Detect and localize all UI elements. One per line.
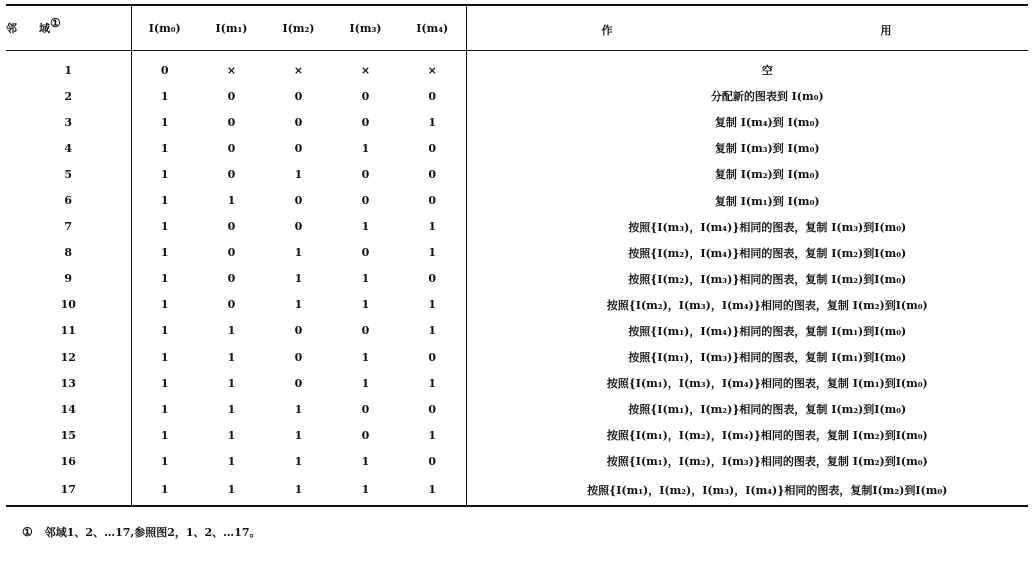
cell-m2: 0	[294, 350, 303, 364]
table-row	[6, 448, 1028, 474]
cell-region: 2	[64, 89, 73, 103]
cell-m3: 1	[361, 454, 370, 468]
cell-m1: 0	[227, 141, 236, 155]
footnote-text: 邻域1、2、…17,参照图2，1、2、…17。	[44, 526, 261, 539]
cell-m2: 1	[294, 428, 303, 442]
cell-m0: 1	[131, 448, 198, 474]
cell-m1: 1	[227, 194, 236, 208]
table-row	[6, 266, 1028, 292]
cell-m1: 1	[198, 475, 265, 506]
cell-m2: 1	[294, 298, 303, 312]
cell-m3: 1	[332, 475, 399, 506]
table-body	[6, 51, 1028, 506]
cell-m0: 1	[131, 161, 198, 187]
cell-m1: 0	[227, 220, 236, 234]
cell-m1: 0	[227, 89, 236, 103]
cell-action: 复制 I(m₂)到 I(m₀)	[466, 161, 1028, 187]
header-m0: I(m₀)	[131, 5, 198, 51]
cell-m1: 0	[227, 246, 236, 260]
cell-m4: 1	[428, 246, 437, 260]
cell-region: 13	[60, 376, 76, 390]
cell-m2: 0	[294, 194, 303, 208]
cell-m0: 1	[131, 135, 198, 161]
cell-m3: 1	[361, 298, 370, 312]
cell-m0: 1	[131, 266, 198, 292]
cell-m2: 0	[294, 220, 303, 234]
cell-m2: 0	[294, 141, 303, 155]
footnote	[22, 524, 260, 540]
cell-m4: 0	[428, 272, 437, 286]
cell-m4: 0	[428, 89, 437, 103]
cell-m3: ×	[360, 63, 371, 77]
cell-m1: 1	[227, 402, 236, 416]
cell-m0: 0	[131, 51, 198, 84]
cell-m3: 0	[361, 402, 370, 416]
cell-m2: 0	[294, 376, 303, 390]
cell-action: 按照{I(m₁)，I(m₄)}相同的图表，复制 I(m₁)到I(m₀)	[466, 318, 1028, 344]
cell-m1: 0	[227, 272, 236, 286]
table-row	[6, 292, 1028, 318]
cell-region: 16	[60, 454, 76, 468]
cell-m1: 1	[227, 350, 236, 364]
cell-m3: 0	[361, 89, 370, 103]
header-region-label: 邻 域	[6, 22, 50, 35]
cell-region: 5	[64, 167, 73, 181]
cell-m2: 1	[294, 454, 303, 468]
cell-m0: 1	[131, 370, 198, 396]
cell-region: 3	[64, 115, 73, 129]
cell-m1: 1	[227, 454, 236, 468]
cell-m0: 1	[131, 240, 198, 266]
neighborhood-table	[6, 4, 1028, 507]
cell-region: 12	[60, 350, 76, 364]
cell-m4: 1	[428, 376, 437, 390]
cell-m2: 0	[294, 324, 303, 338]
cell-region: 15	[60, 428, 76, 442]
cell-m3: 1	[361, 376, 370, 390]
cell-region: 7	[64, 220, 73, 234]
header-action-char-2: 用	[880, 24, 892, 37]
cell-m3: 0	[361, 167, 370, 181]
cell-region: 14	[60, 402, 76, 416]
cell-m3: 0	[361, 194, 370, 208]
table-row	[6, 475, 1028, 506]
header-action-char-1: 作	[601, 24, 613, 37]
cell-action: 按照{I(m₂)，I(m₃)，I(m₄)}相同的图表，复制 I(m₂)到I(m₀)	[466, 292, 1028, 318]
cell-m4: 0	[428, 350, 437, 364]
cell-region: 6	[64, 194, 73, 208]
cell-m4: 1	[428, 115, 437, 129]
cell-m2: ×	[293, 63, 304, 77]
table-row	[6, 109, 1028, 135]
cell-action: 复制 I(m₁)到 I(m₀)	[466, 187, 1028, 213]
cell-m1: 1	[227, 324, 236, 338]
cell-action: 按照{I(m₂)，I(m₃)}相同的图表，复制 I(m₂)到I(m₀)	[466, 266, 1028, 292]
cell-m4: ×	[427, 63, 437, 77]
cell-action: 复制 I(m₃)到 I(m₀)	[466, 135, 1028, 161]
cell-m4: 0	[428, 167, 437, 181]
header-m1: I(m₁)	[198, 5, 265, 51]
cell-m3: 1	[361, 350, 370, 364]
cell-m3: 1	[361, 141, 370, 155]
cell-m0: 1	[131, 475, 198, 506]
footnote-mark: ①	[22, 525, 33, 539]
cell-action: 按照{I(m₁)，I(m₂)，I(m₃)}相同的图表，复制 I(m₂)到I(m₀)	[466, 448, 1028, 474]
cell-m0: 1	[131, 422, 198, 448]
cell-action: 按照{I(m₁)，I(m₂)}相同的图表，复制 I(m₂)到I(m₀)	[466, 396, 1028, 422]
cell-m0: 1	[131, 214, 198, 240]
cell-region: 10	[60, 298, 76, 312]
cell-m4: 0	[428, 141, 437, 155]
cell-m4: 1	[428, 298, 437, 312]
cell-action: 按照{I(m₂)，I(m₄)}相同的图表，复制 I(m₂)到I(m₀)	[466, 240, 1028, 266]
cell-m1: ×	[226, 63, 237, 77]
cell-m2: 0	[294, 115, 303, 129]
table-row	[6, 344, 1028, 370]
cell-m3: 1	[361, 272, 370, 286]
cell-action: 按照{I(m₁)，I(m₂)，I(m₄)}相同的图表，复制 I(m₂)到I(m₀)	[466, 422, 1028, 448]
cell-m4: 1	[428, 428, 437, 442]
table-row	[6, 370, 1028, 396]
table-row	[6, 51, 1028, 84]
cell-m2: 1	[294, 402, 303, 416]
cell-m2: 1	[294, 246, 303, 260]
table-row	[6, 83, 1028, 109]
cell-m0: 1	[131, 396, 198, 422]
cell-m2: 1	[294, 272, 303, 286]
cell-action: 空	[466, 51, 1028, 84]
cell-m3: 0	[361, 115, 370, 129]
cell-action: 复制 I(m₄)到 I(m₀)	[466, 109, 1028, 135]
cell-action: 分配新的图表到 I(m₀)	[466, 83, 1028, 109]
table-row	[6, 422, 1028, 448]
cell-region: 1	[64, 63, 73, 77]
header-m2: I(m₂)	[265, 5, 332, 51]
table-row	[6, 240, 1028, 266]
header-m3: I(m₃)	[332, 5, 399, 51]
cell-m3: 1	[361, 220, 370, 234]
cell-region: 9	[64, 272, 73, 286]
cell-m0: 1	[131, 318, 198, 344]
table-row	[6, 396, 1028, 422]
cell-m3: 0	[361, 246, 370, 260]
cell-m1: 0	[227, 298, 236, 312]
table-row	[6, 161, 1028, 187]
cell-action: 按照{I(m₁)，I(m₂)，I(m₃)，I(m₄)}相同的图表，复制I(m₂)到I(m₀)	[466, 475, 1028, 506]
cell-region: 17	[6, 475, 131, 506]
cell-m0: 1	[131, 109, 198, 135]
cell-action: 按照{I(m₃)，I(m₄)}相同的图表，复制 I(m₃)到I(m₀)	[466, 214, 1028, 240]
cell-region: 8	[64, 246, 73, 260]
cell-m4: 1	[428, 220, 437, 234]
cell-region: 11	[60, 324, 76, 338]
cell-m3: 0	[361, 324, 370, 338]
cell-m2: 1	[265, 475, 332, 506]
header-m4: I(m₄)	[399, 5, 466, 51]
header-action	[466, 5, 1028, 51]
table-row	[6, 318, 1028, 344]
table-row	[6, 187, 1028, 213]
cell-m0: 1	[131, 83, 198, 109]
cell-m4: 0	[428, 402, 437, 416]
cell-m1: 0	[227, 115, 236, 129]
cell-action: 按照{I(m₁)，I(m₃)}相同的图表，复制 I(m₁)到I(m₀)	[466, 344, 1028, 370]
cell-m4: 0	[428, 194, 437, 208]
cell-m0: 1	[131, 344, 198, 370]
cell-m0: 1	[131, 187, 198, 213]
table-header-row	[6, 5, 1028, 51]
cell-m1: 0	[227, 167, 236, 181]
cell-m4: 1	[399, 475, 466, 506]
header-region	[6, 5, 131, 51]
cell-region: 4	[64, 141, 73, 155]
header-footnote-mark: ①	[50, 16, 61, 30]
cell-m3: 0	[361, 428, 370, 442]
cell-m0: 1	[131, 292, 198, 318]
cell-m1: 1	[227, 376, 236, 390]
cell-m2: 1	[294, 167, 303, 181]
table-row	[6, 214, 1028, 240]
table-row	[6, 135, 1028, 161]
cell-m1: 1	[227, 428, 236, 442]
cell-m2: 0	[294, 89, 303, 103]
cell-m4: 0	[428, 454, 437, 468]
cell-action: 按照{I(m₁)，I(m₃)，I(m₄)}相同的图表，复制 I(m₁)到I(m₀)	[466, 370, 1028, 396]
cell-m4: 1	[428, 324, 437, 338]
